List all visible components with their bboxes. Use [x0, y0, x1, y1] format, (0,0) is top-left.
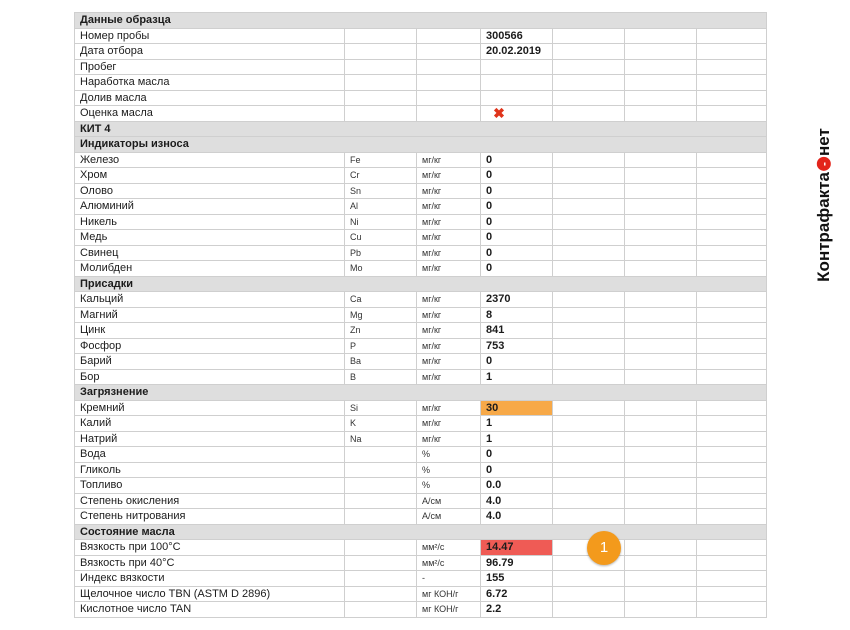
param-symbol: [345, 493, 417, 509]
empty-cell: [625, 28, 697, 44]
table-row: [75, 75, 767, 91]
param-symbol: Al: [345, 199, 417, 215]
empty-cell: [553, 214, 625, 230]
empty-cell: [625, 354, 697, 370]
empty-cell: [625, 416, 697, 432]
param-value: [481, 106, 553, 122]
param-name: Бор: [75, 369, 345, 385]
table-row: [75, 447, 767, 463]
empty-cell: [697, 509, 767, 525]
empty-cell: [697, 292, 767, 308]
param-name: Алюминий: [75, 199, 345, 215]
param-unit: [417, 59, 481, 75]
param-unit: мг/кг: [417, 338, 481, 354]
empty-cell: [553, 400, 625, 416]
param-value: 20.02.2019: [481, 44, 553, 60]
param-unit: [417, 75, 481, 91]
param-symbol: Zn: [345, 323, 417, 339]
empty-cell: [553, 323, 625, 339]
empty-cell: [625, 230, 697, 246]
empty-cell: [553, 338, 625, 354]
param-symbol: [345, 509, 417, 525]
param-value: 0: [481, 245, 553, 261]
table-row: [75, 44, 767, 60]
empty-cell: [553, 59, 625, 75]
empty-cell: [625, 75, 697, 91]
param-unit: мг/кг: [417, 400, 481, 416]
empty-cell: [697, 230, 767, 246]
section-title: Состояние масла: [75, 524, 767, 540]
param-unit: [417, 90, 481, 106]
oil-analysis-table: [74, 12, 767, 618]
param-symbol: Pb: [345, 245, 417, 261]
table-row: [75, 292, 767, 308]
empty-cell: [697, 199, 767, 215]
param-unit: мг/кг: [417, 230, 481, 246]
param-symbol: [345, 478, 417, 494]
section-title: Загрязнение: [75, 385, 767, 401]
empty-cell: [553, 478, 625, 494]
table-row: [75, 199, 767, 215]
table-row: [75, 509, 767, 525]
empty-cell: [625, 586, 697, 602]
table-row: [75, 586, 767, 602]
param-value: 14.47: [481, 540, 553, 556]
table-row: [75, 152, 767, 168]
param-value: 8: [481, 307, 553, 323]
empty-cell: [625, 261, 697, 277]
empty-cell: [697, 602, 767, 618]
param-name: Дата отбора: [75, 44, 345, 60]
param-unit: мг/кг: [417, 292, 481, 308]
param-unit: мг/кг: [417, 245, 481, 261]
param-unit: мг/кг: [417, 369, 481, 385]
empty-cell: [625, 307, 697, 323]
section-title: Присадки: [75, 276, 767, 292]
param-name: Барий: [75, 354, 345, 370]
param-symbol: Mo: [345, 261, 417, 277]
empty-cell: [553, 509, 625, 525]
empty-cell: [625, 106, 697, 122]
empty-cell: [553, 168, 625, 184]
param-value: 0: [481, 168, 553, 184]
table-row: [75, 602, 767, 618]
empty-cell: [553, 230, 625, 246]
empty-cell: [697, 369, 767, 385]
empty-cell: [553, 183, 625, 199]
param-name: Кремний: [75, 400, 345, 416]
table-row: [75, 369, 767, 385]
param-name: Степень окисления: [75, 493, 345, 509]
param-name: Железо: [75, 152, 345, 168]
param-name: Цинк: [75, 323, 345, 339]
table-row: [75, 555, 767, 571]
empty-cell: [553, 245, 625, 261]
param-name: Пробег: [75, 59, 345, 75]
param-value: 2.2: [481, 602, 553, 618]
table-row: [75, 168, 767, 184]
param-name: Гликоль: [75, 462, 345, 478]
param-value: [481, 75, 553, 91]
param-symbol: [345, 540, 417, 556]
empty-cell: [553, 90, 625, 106]
param-name: Хром: [75, 168, 345, 184]
param-name: Оценка масла: [75, 106, 345, 122]
empty-cell: [697, 28, 767, 44]
param-name: Топливо: [75, 478, 345, 494]
empty-cell: [625, 199, 697, 215]
empty-cell: [697, 307, 767, 323]
param-unit: мг/кг: [417, 431, 481, 447]
param-value: 1: [481, 369, 553, 385]
param-value: 0: [481, 261, 553, 277]
empty-cell: [553, 28, 625, 44]
param-name: Фосфор: [75, 338, 345, 354]
empty-cell: [625, 540, 697, 556]
param-value: 0: [481, 447, 553, 463]
param-unit: мг/кг: [417, 323, 481, 339]
empty-cell: [553, 106, 625, 122]
empty-cell: [553, 261, 625, 277]
param-value: 753: [481, 338, 553, 354]
table-row: [75, 90, 767, 106]
param-name: Вязкость при 40°C: [75, 555, 345, 571]
empty-cell: [553, 602, 625, 618]
empty-cell: [697, 571, 767, 587]
param-unit: мг/кг: [417, 261, 481, 277]
empty-cell: [697, 183, 767, 199]
param-value: 0: [481, 214, 553, 230]
table-row: [75, 230, 767, 246]
param-unit: мг/кг: [417, 354, 481, 370]
param-symbol: P: [345, 338, 417, 354]
empty-cell: [697, 431, 767, 447]
param-value: 0: [481, 462, 553, 478]
empty-cell: [553, 292, 625, 308]
annotation-badge: 1: [587, 531, 621, 565]
empty-cell: [697, 168, 767, 184]
param-value: 4.0: [481, 493, 553, 509]
param-symbol: K: [345, 416, 417, 432]
param-symbol: [345, 44, 417, 60]
param-unit: мг КОН/г: [417, 602, 481, 618]
param-name: Вода: [75, 447, 345, 463]
empty-cell: [697, 106, 767, 122]
empty-cell: [625, 400, 697, 416]
logo-text-right: нет: [814, 128, 834, 157]
param-symbol: Ca: [345, 292, 417, 308]
param-value: [481, 59, 553, 75]
param-value: 0: [481, 354, 553, 370]
empty-cell: [697, 400, 767, 416]
empty-cell: [697, 75, 767, 91]
empty-cell: [553, 152, 625, 168]
empty-cell: [625, 90, 697, 106]
table-row: [75, 540, 767, 556]
empty-cell: [697, 59, 767, 75]
empty-cell: [553, 199, 625, 215]
param-unit: мг/кг: [417, 168, 481, 184]
logo-dot-icon: -: [817, 157, 831, 171]
empty-cell: [697, 493, 767, 509]
param-name: Щелочное число TBN (ASTM D 2896): [75, 586, 345, 602]
param-symbol: Si: [345, 400, 417, 416]
table-row: [75, 493, 767, 509]
table-row: [75, 323, 767, 339]
param-symbol: [345, 602, 417, 618]
empty-cell: [553, 75, 625, 91]
empty-cell: [553, 431, 625, 447]
section-title: Индикаторы износа: [75, 137, 767, 153]
param-unit: -: [417, 571, 481, 587]
empty-cell: [625, 369, 697, 385]
param-symbol: B: [345, 369, 417, 385]
param-name: Вязкость при 100°C: [75, 540, 345, 556]
param-unit: %: [417, 447, 481, 463]
empty-cell: [625, 509, 697, 525]
empty-cell: [697, 152, 767, 168]
empty-cell: [625, 214, 697, 230]
param-name: Индекс вязкости: [75, 571, 345, 587]
table-row: [75, 59, 767, 75]
empty-cell: [625, 462, 697, 478]
empty-cell: [697, 44, 767, 60]
empty-cell: [553, 307, 625, 323]
empty-cell: [625, 431, 697, 447]
empty-cell: [625, 245, 697, 261]
param-value: 0: [481, 152, 553, 168]
param-unit: мг/кг: [417, 214, 481, 230]
section-header: [75, 121, 767, 137]
param-unit: A/см: [417, 493, 481, 509]
param-name: Кальций: [75, 292, 345, 308]
empty-cell: [697, 462, 767, 478]
param-name: Натрий: [75, 431, 345, 447]
empty-cell: [625, 338, 697, 354]
table-row: [75, 183, 767, 199]
param-unit: мг/кг: [417, 183, 481, 199]
param-unit: мг/кг: [417, 307, 481, 323]
empty-cell: [625, 555, 697, 571]
param-unit: мг КОН/г: [417, 586, 481, 602]
empty-cell: [625, 602, 697, 618]
param-value: 30: [481, 400, 553, 416]
param-value: 6.72: [481, 586, 553, 602]
empty-cell: [625, 168, 697, 184]
empty-cell: [697, 323, 767, 339]
param-unit: мг/кг: [417, 199, 481, 215]
empty-cell: [697, 586, 767, 602]
empty-cell: [625, 183, 697, 199]
param-value: 0.0: [481, 478, 553, 494]
empty-cell: [553, 354, 625, 370]
param-name: Свинец: [75, 245, 345, 261]
param-symbol: [345, 59, 417, 75]
brand-logo: [812, 105, 836, 305]
param-symbol: [345, 462, 417, 478]
param-name: Долив масла: [75, 90, 345, 106]
empty-cell: [697, 90, 767, 106]
empty-cell: [625, 571, 697, 587]
param-unit: мг/кг: [417, 152, 481, 168]
table-row: [75, 214, 767, 230]
param-name: Олово: [75, 183, 345, 199]
table-row: [75, 400, 767, 416]
empty-cell: [625, 292, 697, 308]
empty-cell: [697, 245, 767, 261]
param-name: Магний: [75, 307, 345, 323]
empty-cell: [553, 447, 625, 463]
section-header: [75, 524, 767, 540]
param-name: Никель: [75, 214, 345, 230]
param-value: [481, 90, 553, 106]
param-value: 300566: [481, 28, 553, 44]
param-value: 1: [481, 431, 553, 447]
table-row: [75, 245, 767, 261]
param-value: 4.0: [481, 509, 553, 525]
section-header: [75, 137, 767, 153]
param-symbol: Na: [345, 431, 417, 447]
param-unit: мм²/с: [417, 555, 481, 571]
param-symbol: Mg: [345, 307, 417, 323]
table-row: [75, 416, 767, 432]
empty-cell: [697, 214, 767, 230]
empty-cell: [625, 323, 697, 339]
empty-cell: [625, 152, 697, 168]
empty-cell: [697, 261, 767, 277]
x-mark-icon: ✖: [493, 105, 505, 121]
param-value: 0: [481, 199, 553, 215]
table-row: [75, 571, 767, 587]
empty-cell: [697, 540, 767, 556]
param-unit: мм²/с: [417, 540, 481, 556]
param-symbol: Ba: [345, 354, 417, 370]
table-row: [75, 431, 767, 447]
param-value: 0: [481, 230, 553, 246]
empty-cell: [697, 478, 767, 494]
param-symbol: Fe: [345, 152, 417, 168]
param-unit: %: [417, 478, 481, 494]
empty-cell: [553, 369, 625, 385]
param-symbol: Cu: [345, 230, 417, 246]
param-symbol: [345, 75, 417, 91]
param-name: Медь: [75, 230, 345, 246]
empty-cell: [553, 462, 625, 478]
param-unit: [417, 28, 481, 44]
section-header: [75, 276, 767, 292]
empty-cell: [697, 354, 767, 370]
empty-cell: [697, 338, 767, 354]
param-value: 2370: [481, 292, 553, 308]
param-symbol: [345, 90, 417, 106]
param-symbol: [345, 106, 417, 122]
empty-cell: [553, 586, 625, 602]
param-unit: A/см: [417, 509, 481, 525]
param-symbol: Sn: [345, 183, 417, 199]
param-symbol: Cr: [345, 168, 417, 184]
param-symbol: [345, 555, 417, 571]
table-row: [75, 28, 767, 44]
section-header: [75, 385, 767, 401]
section-title: КИТ 4: [75, 121, 767, 137]
param-unit: мг/кг: [417, 416, 481, 432]
param-unit: [417, 106, 481, 122]
param-unit: [417, 44, 481, 60]
param-value: 1: [481, 416, 553, 432]
empty-cell: [697, 447, 767, 463]
empty-cell: [697, 555, 767, 571]
param-value: 96.79: [481, 555, 553, 571]
param-value: 155: [481, 571, 553, 587]
empty-cell: [553, 493, 625, 509]
table-row: [75, 354, 767, 370]
empty-cell: [625, 493, 697, 509]
table-row: [75, 307, 767, 323]
param-symbol: [345, 28, 417, 44]
param-value: 0: [481, 183, 553, 199]
empty-cell: [625, 59, 697, 75]
param-symbol: [345, 447, 417, 463]
empty-cell: [625, 447, 697, 463]
table-row: [75, 261, 767, 277]
empty-cell: [697, 416, 767, 432]
table-row: [75, 106, 767, 122]
empty-cell: [625, 478, 697, 494]
empty-cell: [553, 571, 625, 587]
param-symbol: [345, 586, 417, 602]
param-name: Калий: [75, 416, 345, 432]
param-symbol: Ni: [345, 214, 417, 230]
param-unit: %: [417, 462, 481, 478]
param-name: Степень нитрования: [75, 509, 345, 525]
empty-cell: [625, 44, 697, 60]
logo-text-left: Контрафакта: [814, 172, 834, 282]
section-title: Данные образца: [75, 13, 767, 29]
param-name: Номер пробы: [75, 28, 345, 44]
param-name: Молибден: [75, 261, 345, 277]
table-row: [75, 462, 767, 478]
empty-cell: [553, 416, 625, 432]
section-header: [75, 13, 767, 29]
table-row: [75, 338, 767, 354]
param-symbol: [345, 571, 417, 587]
empty-cell: [553, 44, 625, 60]
param-name: Кислотное число TAN: [75, 602, 345, 618]
param-value: 841: [481, 323, 553, 339]
param-name: Наработка масла: [75, 75, 345, 91]
table-row: [75, 478, 767, 494]
